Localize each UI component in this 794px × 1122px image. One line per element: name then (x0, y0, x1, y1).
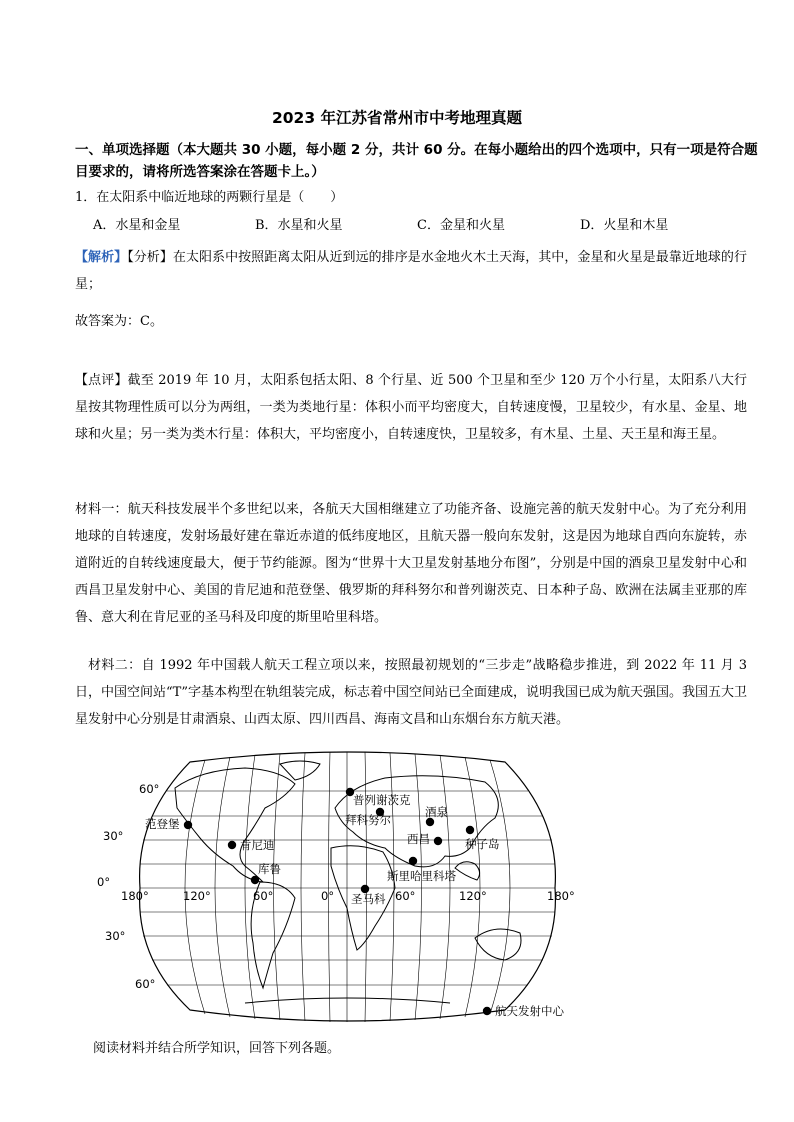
lat-label-60s: 60° (135, 977, 156, 991)
lon-label-120w: 120° (183, 889, 211, 903)
option-d: D．火星和木星 (580, 218, 669, 233)
lon-label-180e: 180° (547, 889, 575, 903)
page-title: 2023 年江苏省常州市中考地理真题 (271, 109, 523, 127)
comment: 【点评】截至 2019 年 10 月，太阳系包括太阳、8 个行星、近 500 个卫星和至少 120 万个小行星，太阳系八大行星按其物理性质可以分为两组，一类为类地行星：体积小而平均密度大，自转速度慢，卫星较少，有水星、金星、地球和火星；另一类为类木行星：体积大，平均密度小，自转速度快，卫星较多，有木星、土星、天王星和海王星。 (75, 373, 747, 442)
lon-label-60e: 60° (395, 889, 416, 903)
site-marker-jiuquan (426, 818, 434, 826)
site-marker-tanegashima (466, 826, 474, 834)
site-label-tanegashima: 种子岛 (465, 837, 500, 851)
lat-label-30n: 30° (103, 829, 124, 843)
site-label-kennedy: 肯尼迪 (240, 838, 275, 852)
option-c: C．金星和火星 (417, 218, 505, 233)
option-b: B．水星和火星 (255, 218, 343, 233)
site-label-baikonur: 拜科努尔 (345, 813, 391, 827)
lon-label-0: 0° (321, 889, 335, 903)
answer: 故答案为：C。 (75, 314, 163, 329)
analysis (75, 244, 747, 298)
site-marker-kennedy (228, 841, 236, 849)
lon-label-60w: 60° (253, 889, 274, 903)
legend-label: 航天发射中心 (495, 1004, 564, 1018)
material-2: 材料二：自 1992 年中国载人航天工程立项以来，按照最初规划的“三步走”战略稳步推进，到 2022 年 11 月 3 日，中国空间站“T”字基本构型在轨组装完成，标志着中国空间站已全面建成，说明我国已成为航天强国。我国五大卫星发射中心分别是甘肃酒泉、山西太原、四川西昌、海南文昌和山东烟台东方航天港。 (75, 658, 747, 727)
site-marker-vandenberg (184, 821, 192, 829)
site-label-san-marco: 圣马科 (351, 892, 386, 906)
lat-label-30s: 30° (105, 929, 126, 943)
site-marker-sriharikota (409, 857, 417, 865)
lon-label-180w: 180° (121, 889, 149, 903)
site-label-plesetsk: 普列谢茨克 (353, 793, 411, 807)
option-a: A．水星和金星 (93, 218, 181, 233)
site-label-kourou: 库鲁 (258, 862, 281, 876)
site-label-jiuquan: 酒泉 (425, 805, 448, 819)
site-label-sriharikota: 斯里哈里科塔 (387, 869, 456, 883)
analysis-tag: 【解析】 (75, 250, 128, 265)
map-legend (483, 1004, 565, 1018)
lat-label-60n: 60° (139, 782, 160, 796)
legend-marker (483, 1007, 491, 1015)
question-1-stem: 1．在太阳系中临近地球的两颗行星是（ ） (75, 190, 344, 205)
site-marker-kourou (251, 876, 259, 884)
world-launch-site-map (95, 748, 600, 1026)
section-heading: 一、单项选择题（本大题共 30 小题，每小题 2 分，共计 60 分。在每小题给出的四个选项中，只有一项是符合题目要求的，请将所选答案涂在答题卡上。） (75, 142, 758, 180)
lon-label-120e: 120° (459, 889, 487, 903)
instruction-text: 阅读材料并结合所学知识，回答下列各题。 (93, 1041, 341, 1056)
site-label-vandenberg: 范登堡 (145, 817, 180, 831)
lat-label-0: 0° (97, 875, 111, 889)
site-label-xichang: 西昌 (407, 832, 430, 846)
site-marker-xichang (434, 837, 442, 845)
material-1: 材料一：航天科技发展半个多世纪以来，各航天大国相继建立了功能齐备、设施完善的航天发射中心。为了充分利用地球的自转速度，发射场最好建在靠近赤道的低纬度地区，且航天器一般向东发射，这是因为地球自西向东旋转，赤道附近的自转线速度最大，便于节约能源。图为“世界十大卫星发射基地分布图”，分别是中国的酒泉卫星发射中心和西昌卫星发射中心、美国的肯尼迪和范登堡、俄罗斯的拜科努尔和普列谢茨克、日本种子岛、欧洲在法属圭亚那的库鲁、意大利在肯尼亚的圣马科及印度的斯里哈里科塔。 (75, 502, 747, 625)
analysis-text: 【分析】在太阳系中按照距离太阳从近到远的排序是水金地火木土天海，其中，金星和火星是最靠近地球的行星； (75, 250, 747, 292)
